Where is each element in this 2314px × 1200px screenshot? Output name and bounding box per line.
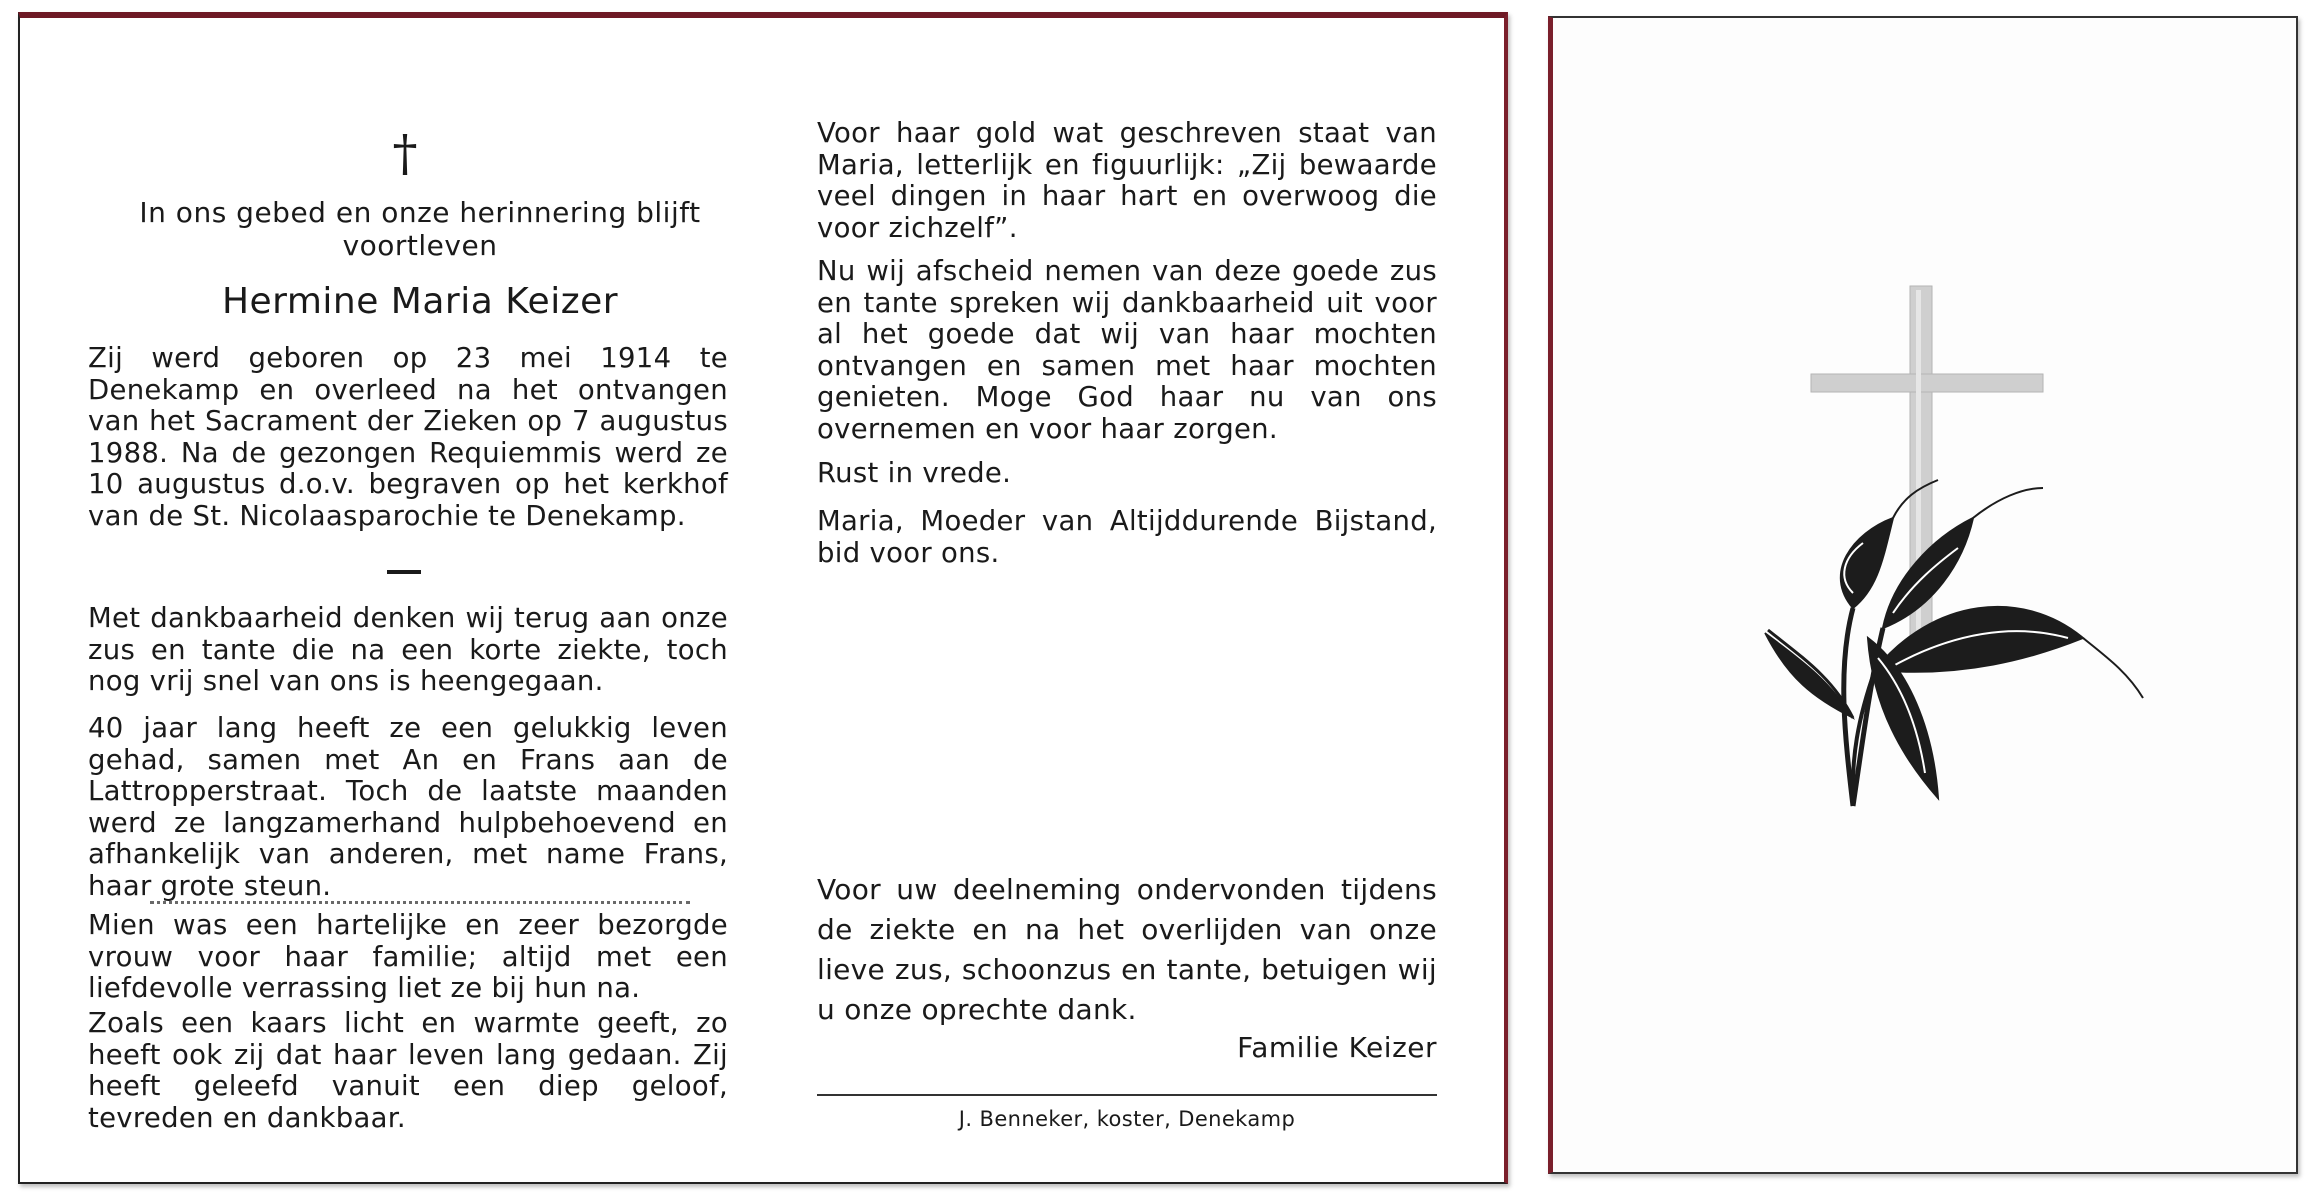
farewell-paragraph: Nu wij afscheid nemen van deze goede zus en tante spreken wij dankbaarheid uit voor al het goede dat wij van haar mochten ontvangen en samen met haar mochten genieten. Moge God haar nu van ons overnemen en voor haar zorgen. — [817, 255, 1437, 445]
intro-line: In ons gebed en onze herinnering blijft voortleven — [139, 196, 701, 262]
printer-credit: J. Benneker, koster, Denekamp — [958, 1107, 1296, 1131]
maria-quote-paragraph: Voor haar gold wat geschreven staat van Maria, letterlijk en figuurlijk: „Zij bewaarde veel dingen in haar hart en overwoog die voor zichzelf”. — [817, 117, 1437, 244]
acknowledgement-paragraph: Voor uw deelneming ondervonden tijdens de ziekte en na het overlijden van onze lieve zus, schoonzus en tante, betuigen wij u onze oprechte dank. — [817, 873, 1437, 1026]
candle-paragraph: Zoals een kaars licht en warmte geeft, zo heeft ook zij dat haar leven lang gedaan. Zij heeft geleefd vanuit een diep geloof, tevreden en dankbaar. — [88, 1007, 728, 1134]
paper-tear-mark — [150, 901, 690, 904]
cross-with-wheat-icon — [1553, 18, 2303, 1176]
forty-years-paragraph: 40 jaar lang heeft ze een gelukkig leven gehad, samen met An en Frans aan de Lattropperstraat. Toch de laatste maanden werd ze langzamerhand hulpbehoevend en afhankelijk van anderen, met name Frans, haar grote steun. — [88, 712, 728, 902]
mien-paragraph: Mien was een hartelijke en zeer bezorgde vrouw voor haar familie; altijd met een liefdevolle verrassing liet ze bij hun na. — [88, 909, 728, 1004]
deceased-name: Hermine Maria Keizer — [221, 281, 619, 322]
family-signature: Familie Keizer — [1237, 1031, 1437, 1064]
section-divider-dash — [387, 570, 421, 574]
rest-in-peace-line: Rust in vrede. — [817, 457, 1012, 489]
prayer-line: Maria, Moeder van Altijddurende Bijstand, bid voor ons. — [817, 505, 1437, 569]
wheat-ears-icon — [1765, 480, 2143, 806]
printer-rule — [817, 1094, 1437, 1096]
memorial-card-inner — [18, 12, 1508, 1184]
thanks-paragraph: Met dankbaarheid denken wij terug aan onze zus en tante die na een korte ziekte, toch nog vrij snel van ons is heengegaan. — [88, 602, 728, 697]
memorial-card-front — [1548, 16, 2298, 1174]
birth-paragraph: Zij werd geboren op 23 mei 1914 te Denekamp en overleed na het ontvangen van het Sacrament der Zieken op 7 augustus 1988. Na de gezongen Requiemmis werd ze 10 augustus d.o.v. begraven op het kerkhof van de St. Nicolaasparochie te Denekamp. — [88, 342, 728, 532]
small-cross-icon: † — [392, 124, 418, 182]
